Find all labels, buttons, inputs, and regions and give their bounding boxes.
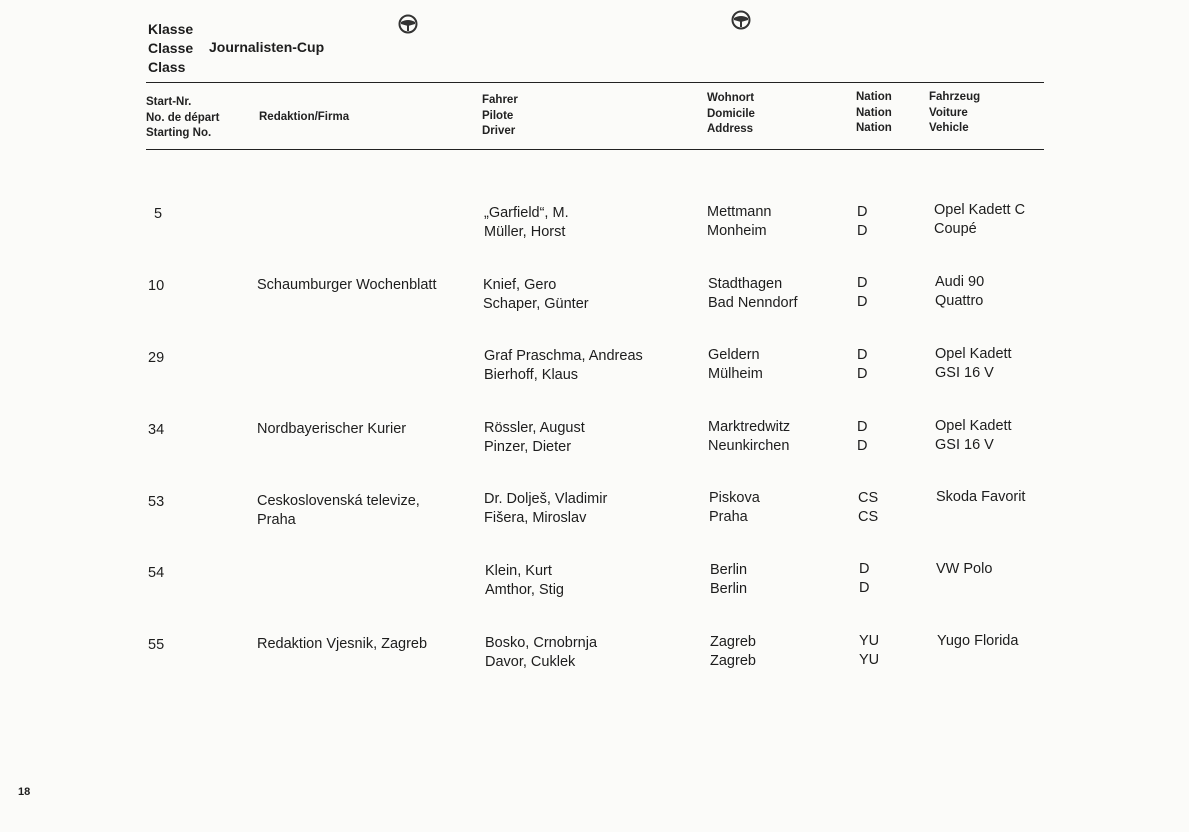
entry-drivers: „Garfield“, M. Müller, Horst [484, 205, 569, 240]
class-label-en: Class [148, 59, 186, 75]
steering-wheel-logo [398, 14, 418, 34]
header-fahrzeug: Fahrzeug Voiture Vehicle [929, 91, 981, 134]
entry-redaktion: Ceskoslovenská televize, Praha [257, 493, 420, 528]
header-wohnort: Wohnort Domicile Address [707, 92, 755, 135]
entry-nation: YU YU [859, 633, 880, 668]
entry-drivers: Klein, Kurt Amthor, Stig [485, 563, 564, 598]
entry-nation: D D [857, 204, 868, 239]
entry-vehicle: Yugo Florida [937, 633, 1019, 649]
entry-redaktion: Redaktion Vjesnik, Zagreb [257, 636, 428, 652]
entry-wohnort: Geldern Mülheim [708, 347, 763, 382]
entry-start-no: 54 [148, 565, 165, 581]
entry-start-no: 53 [148, 494, 165, 510]
entry-wohnort: Mettmann Monheim [707, 204, 772, 239]
entry-vehicle: Opel Kadett GSI 16 V [935, 418, 1012, 453]
entry-vehicle: Skoda Favorit [936, 489, 1026, 505]
entry-start-no: 34 [148, 422, 165, 438]
class-name: Journalisten-Cup [209, 39, 325, 55]
entry-redaktion: Schaumburger Wochenblatt [257, 277, 437, 293]
entry-wohnort: Zagreb Zagreb [710, 634, 756, 669]
page-number: 18 [18, 786, 31, 798]
entry-wohnort: Piskova Praha [709, 490, 760, 525]
entry-vehicle: Opel Kadett C Coupé [934, 202, 1026, 237]
entry-start-no: 55 [148, 637, 165, 653]
header-nation: Nation Nation Nation [856, 91, 892, 134]
class-label-de: Klasse [148, 21, 194, 37]
header-redaktion: Redaktion/Firma [259, 111, 350, 123]
entry-drivers: Graf Praschma, Andreas Bierhoff, Klaus [484, 348, 643, 383]
entry-wohnort: Berlin Berlin [710, 562, 748, 597]
header-fahrer: Fahrer Pilote Driver [482, 94, 518, 137]
entry-start-no: 10 [148, 278, 165, 294]
entry-drivers: Knief, Gero Schaper, Günter [483, 277, 589, 312]
entry-nation: D D [857, 347, 868, 382]
entry-nation: D D [859, 561, 870, 596]
entry-drivers: Dr. Dolješ, Vladimir Fišera, Miroslav [484, 491, 608, 526]
steering-wheel-logo [731, 10, 751, 30]
entry-start-no: 5 [154, 206, 163, 222]
entry-nation: CS CS [858, 490, 879, 525]
entry-drivers: Bosko, Crnobrnja Davor, Cuklek [485, 635, 598, 670]
entry-redaktion: Nordbayerischer Kurier [257, 421, 407, 437]
entry-nation: D D [857, 419, 868, 454]
entry-drivers: Rössler, August Pinzer, Dieter [484, 420, 585, 455]
class-label-fr: Classe [148, 40, 194, 56]
header-bottom-rule [146, 149, 1044, 150]
entry-vehicle: Audi 90 Quattro [935, 274, 985, 309]
entry-wohnort: Marktredwitz Neunkirchen [708, 419, 791, 454]
entry-start-no: 29 [148, 350, 165, 366]
entry-wohnort: Stadthagen Bad Nenndorf [708, 276, 798, 311]
entry-vehicle: VW Polo [936, 561, 993, 577]
class-label [148, 20, 193, 77]
entry-vehicle: Opel Kadett GSI 16 V [935, 346, 1012, 381]
entry-nation: D D [857, 275, 868, 310]
header-start-no: Start-Nr. No. de départ Starting No. [146, 96, 220, 139]
header-top-rule [146, 82, 1044, 83]
